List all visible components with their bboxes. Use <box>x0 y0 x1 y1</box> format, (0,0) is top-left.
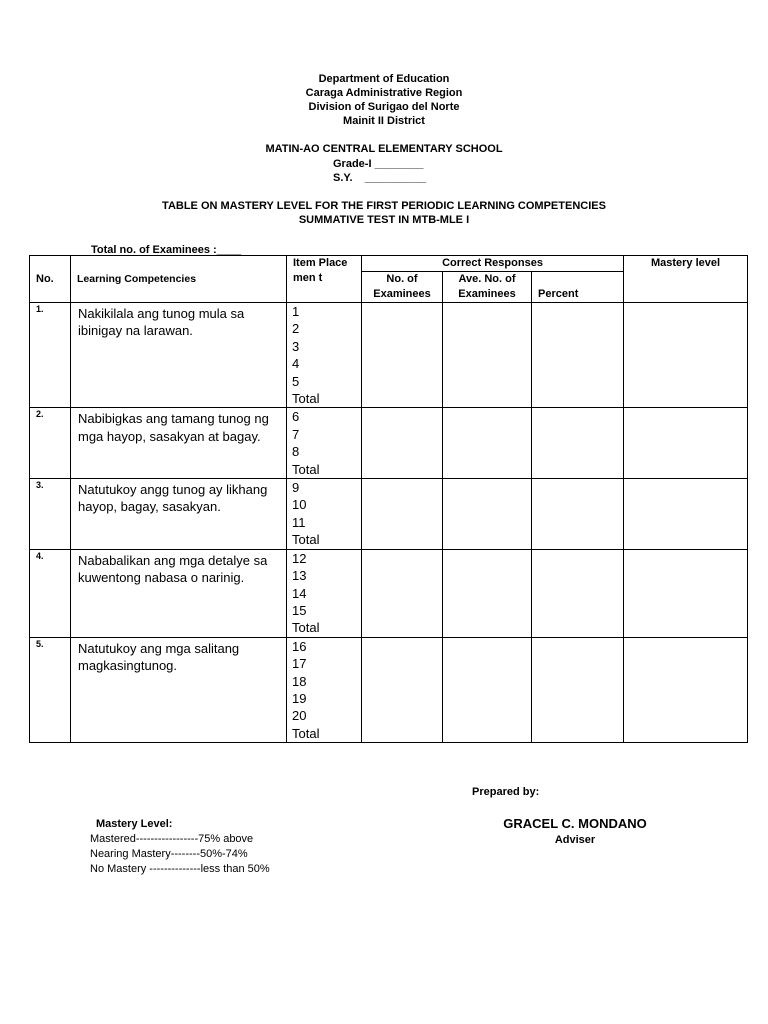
header-percent: Percent <box>532 272 624 303</box>
item-number: 10 <box>292 497 307 513</box>
mastery-level-cell[interactable] <box>624 637 748 742</box>
item-number: 2 <box>292 321 300 337</box>
header-district: Mainit II District <box>343 115 425 127</box>
percent-cell[interactable] <box>532 479 624 550</box>
percent-cell[interactable] <box>532 637 624 742</box>
prepared-by-label: Prepared by: <box>472 786 540 798</box>
table-row <box>30 303 748 408</box>
item-total: Total <box>292 391 320 407</box>
competency-text: Nabibigkas ang tamang tunog ng mga hayop, sasakyan at bagay. <box>71 408 287 479</box>
table-row <box>30 479 748 550</box>
item-total: Total <box>292 532 320 548</box>
school-year-line: S.Y. __________ <box>333 172 426 184</box>
header-region: Caraga Administrative Region <box>305 87 463 99</box>
legend-mastered: Mastered-----------------75% above <box>90 833 254 845</box>
header-no-of-examinees: No. of Examinees <box>362 272 443 303</box>
competency-text: Nakikilala ang tunog mula sa ibinigay na larawan. <box>71 303 287 408</box>
competency-text: Nababalikan ang mga detalye sa kuwentong nabasa o narinig. <box>71 549 287 637</box>
item-number: 14 <box>292 585 307 601</box>
item-number: 3 <box>292 338 300 354</box>
item-placement-list <box>287 549 362 637</box>
header-item-placement <box>287 256 362 303</box>
percent-cell[interactable] <box>532 303 624 408</box>
row-number: 2. <box>30 408 71 479</box>
item-number: 5 <box>292 373 300 389</box>
item-number: 12 <box>292 550 307 566</box>
item-placement-list <box>287 303 362 408</box>
no-of-examinees-cell[interactable] <box>362 637 443 742</box>
item-total: Total <box>292 620 320 636</box>
mastery-level-cell[interactable] <box>624 408 748 479</box>
table-row <box>30 637 748 742</box>
table-row <box>30 549 748 637</box>
item-number: 9 <box>292 480 300 496</box>
header-learning-competencies: Learning Competencies <box>71 256 287 303</box>
item-placement-list <box>287 408 362 479</box>
row-number: 3. <box>30 479 71 550</box>
competency-text: Natutukoy ang mga salitang magkasingtunog. <box>71 637 287 742</box>
item-number: 7 <box>292 426 300 442</box>
document-subtitle: SUMMATIVE TEST IN MTB-MLE I <box>298 214 470 226</box>
header-no: No. <box>30 256 71 303</box>
no-of-examinees-cell[interactable] <box>362 303 443 408</box>
document-title: TABLE ON MASTERY LEVEL FOR THE FIRST PERIODIC LEARNING COMPETENCIES <box>162 200 606 212</box>
item-number: 18 <box>292 673 307 689</box>
row-number: 1. <box>30 303 71 408</box>
legend-no-mastery: No Mastery --------------less than 50% <box>90 863 270 875</box>
row-number: 4. <box>30 549 71 637</box>
ave-no-of-examinees-cell[interactable] <box>443 303 532 408</box>
ave-no-of-examinees-cell[interactable] <box>443 637 532 742</box>
legend-nearing-mastery: Nearing Mastery--------50%-74% <box>90 848 248 860</box>
item-number: 4 <box>292 356 300 372</box>
competency-text: Natutukoy angg tunog ay likhang hayop, bagay, sasakyan. <box>71 479 287 550</box>
no-of-examinees-cell[interactable] <box>362 408 443 479</box>
grade-line: Grade-I ________ <box>333 158 424 170</box>
header-correct-responses: Correct Responses <box>362 256 624 272</box>
header-mastery-level: Mastery level <box>624 256 748 303</box>
item-placement-list <box>287 479 362 550</box>
table-row <box>30 408 748 479</box>
item-number: 8 <box>292 444 300 460</box>
item-number: 11 <box>292 514 306 530</box>
item-number: 19 <box>292 690 307 706</box>
header-division: Division of Surigao del Norte <box>308 101 460 113</box>
ave-no-of-examinees-cell[interactable] <box>443 479 532 550</box>
adviser-role: Adviser <box>554 834 596 846</box>
item-number: 16 <box>292 638 307 654</box>
percent-cell[interactable] <box>532 408 624 479</box>
mastery-legend-title: Mastery Level: <box>96 818 173 830</box>
total-examinees-label: Total no. of Examinees :____ <box>91 244 242 256</box>
header-ave-no-of-examinees: Ave. No. of Examinees <box>443 272 532 303</box>
percent-cell[interactable] <box>532 549 624 637</box>
item-number: 1 <box>292 304 300 319</box>
mastery-level-cell[interactable] <box>624 303 748 408</box>
item-number: 15 <box>292 602 307 618</box>
item-placement-list <box>287 637 362 742</box>
no-of-examinees-cell[interactable] <box>362 479 443 550</box>
no-of-examinees-cell[interactable] <box>362 549 443 637</box>
ave-no-of-examinees-cell[interactable] <box>443 549 532 637</box>
item-number: 20 <box>292 708 307 724</box>
item-number: 13 <box>292 568 307 584</box>
item-number: 6 <box>292 409 300 425</box>
row-number: 5. <box>30 637 71 742</box>
header-item-placement-text: Item Placemen t <box>293 257 348 284</box>
mastery-level-cell[interactable] <box>624 549 748 637</box>
ave-no-of-examinees-cell[interactable] <box>443 408 532 479</box>
adviser-name: GRACEL C. MONDANO <box>503 816 647 831</box>
item-total: Total <box>292 461 320 477</box>
mastery-table <box>29 255 748 743</box>
header-department: Department of Education <box>318 73 450 85</box>
item-total: Total <box>292 725 320 741</box>
school-name: MATIN-AO CENTRAL ELEMENTARY SCHOOL <box>265 143 503 155</box>
mastery-level-cell[interactable] <box>624 479 748 550</box>
item-number: 17 <box>292 656 307 672</box>
